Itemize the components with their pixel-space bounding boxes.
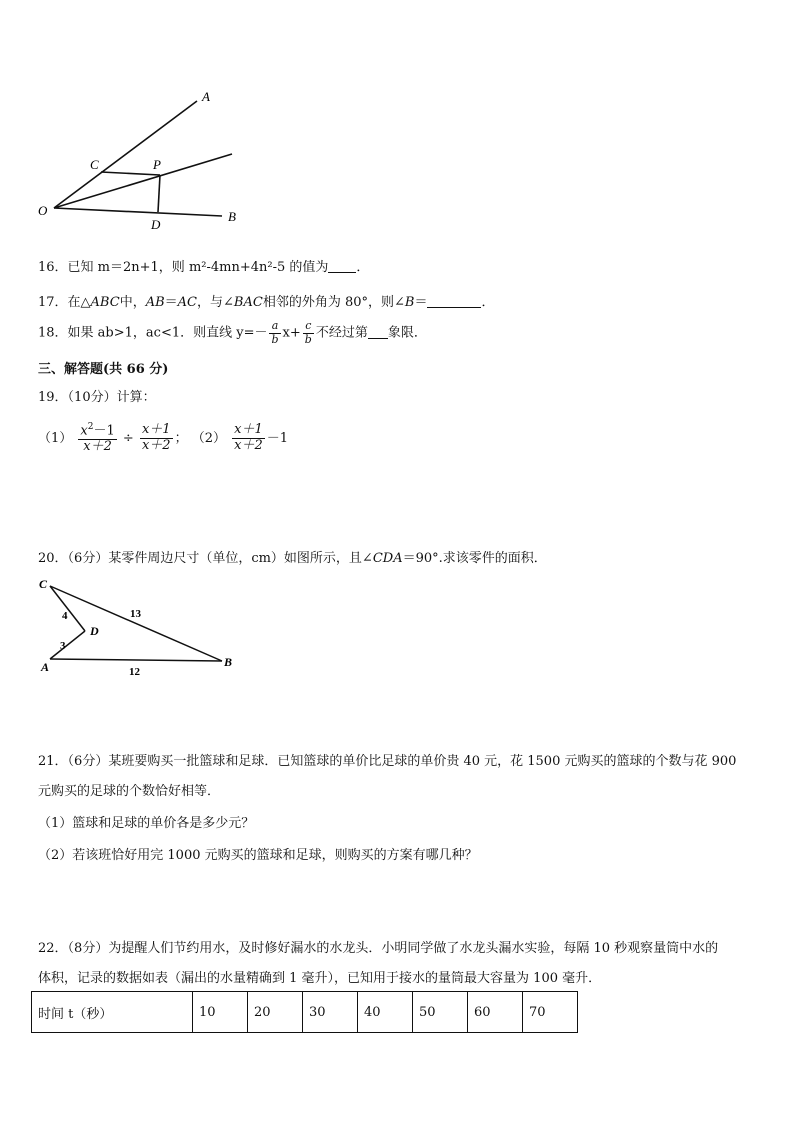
question-21-line-1: 21．（6分）某班要购买一批篮球和足球．已知篮球的单价比足球的单价贵 40 元，花 1500 元购买的篮球的个数与花 900	[38, 754, 737, 769]
q20-text-2: ＝90°.求该零件的面积．	[402, 551, 547, 566]
q17-text-5: ＝	[414, 295, 428, 310]
question-19-expressions	[38, 422, 288, 455]
q17-text-4: 相邻的外角为 80°，则∠	[262, 295, 405, 310]
q17-ac: AC	[177, 295, 198, 310]
label-c: C	[90, 157, 99, 172]
q17-text-1: 17．在△	[38, 295, 91, 310]
q20-angle: CDA	[372, 551, 403, 566]
question-21-sub-2: （2）若该班恰好用完 1000 元购买的篮球和足球，则购买的方案有哪几种？	[38, 848, 478, 863]
angle-figure	[0, 0, 794, 240]
q17-b: B	[404, 295, 415, 310]
q17-text-3: ，与∠	[197, 295, 234, 310]
label-b: B	[228, 209, 236, 224]
table-cell: 70	[523, 992, 578, 1033]
q17-eq: ＝	[164, 295, 178, 310]
label-b: B	[224, 655, 233, 669]
frac-den: x＋2	[83, 439, 112, 455]
divide-sign: ÷	[122, 431, 134, 447]
ray-ob	[54, 208, 222, 216]
frac-den: x＋2	[141, 438, 171, 454]
q17-triangle-name: ABC	[90, 295, 120, 310]
question-19-heading: 19．（10分）计算：	[38, 390, 156, 405]
table-cell: 20	[248, 992, 303, 1033]
segment-cp	[101, 172, 160, 175]
segment-bc	[50, 586, 222, 661]
fraction-a-over-b	[269, 320, 280, 346]
answer-blank	[368, 325, 388, 339]
ray-op	[54, 154, 232, 208]
frac-den: b	[304, 332, 312, 346]
table-cell: 10	[193, 992, 248, 1033]
frac-den: x＋2	[234, 438, 263, 454]
frac-num: a	[269, 320, 280, 334]
question-16-text: 16．已知 m＝2n+1，则 m²-4mn+4n²-5 的值为	[38, 260, 329, 275]
segment-pd	[158, 175, 160, 212]
question-16-end: ．	[356, 260, 370, 275]
fraction-1	[78, 422, 116, 455]
question-21-line-2: 元购买的足球的个数恰好相等．	[38, 784, 221, 799]
table-cell: 50	[413, 992, 468, 1033]
segment-cd	[50, 586, 85, 631]
part-figure	[0, 570, 260, 685]
fraction-c-over-b	[303, 320, 314, 346]
label-a: A	[41, 660, 50, 674]
length-cd: 4	[62, 610, 68, 622]
frac-den: b	[271, 332, 279, 346]
frac-num: c	[303, 320, 314, 334]
frac-num: x＋1	[234, 422, 263, 438]
q17-text-2: 中，	[119, 295, 146, 310]
q17-ab: AB	[145, 295, 165, 310]
table-cell: 40	[358, 992, 413, 1033]
length-bc: 13	[130, 608, 141, 620]
q17-end: ．	[481, 295, 495, 310]
question-20	[38, 547, 547, 566]
frac-num	[78, 422, 116, 440]
q17-bac: BAC	[233, 295, 263, 310]
table-cell: 60	[468, 992, 523, 1033]
section-heading: 三、解答题(共 66 分)	[38, 362, 169, 377]
data-table	[31, 991, 578, 1033]
label-c: C	[39, 577, 48, 591]
question-17	[38, 291, 494, 310]
minus-one: －1	[266, 431, 289, 447]
q18-text-3: 象限．	[387, 325, 427, 341]
length-ab: 12	[129, 666, 140, 678]
answer-blank	[427, 294, 481, 308]
table-header-cell: 时间 t（秒）	[32, 992, 193, 1033]
length-da: 3	[60, 640, 66, 652]
segment-da	[50, 631, 85, 659]
q19-part-1-label: （1）	[38, 431, 73, 447]
ray-oa	[54, 101, 197, 208]
frac-num: x＋1	[141, 422, 171, 438]
q18-x: x+	[282, 325, 301, 341]
semicolon: ；	[174, 431, 188, 447]
label-d: D	[151, 217, 161, 232]
exponent: 2	[87, 422, 94, 432]
segment-ab	[50, 659, 222, 661]
fraction-3	[232, 423, 265, 454]
minus-one: －1	[93, 423, 115, 439]
var-x: x	[80, 423, 88, 439]
q20-text: 20．（6分）某零件周边尺寸（单位，cm）如图所示，且∠	[38, 551, 373, 566]
table-row	[32, 992, 578, 1033]
question-18	[38, 320, 427, 346]
label-a: A	[202, 89, 210, 104]
label-o: O	[38, 203, 48, 218]
fraction-2	[140, 423, 173, 454]
label-p: P	[153, 157, 161, 172]
q19-part-2-label: （2）	[191, 431, 227, 447]
question-22-line-2: 体积，记录的数据如表（漏出的水量精确到 1 毫升），已知用于接水的量筒最大容量为 100 毫升．	[38, 971, 602, 986]
answer-blank	[328, 259, 356, 273]
label-d: D	[90, 624, 99, 638]
table-cell: 30	[303, 992, 358, 1033]
question-16	[38, 256, 369, 275]
q18-text-1: 18．如果 ab>1，ac<1．则直线 y=－	[38, 325, 268, 341]
q18-text-2: 不经过第	[315, 325, 368, 341]
question-21-sub-1: （1）篮球和足球的单价各是多少元？	[38, 816, 255, 831]
question-22-line-1: 22．（8分）为提醒人们节约用水，及时修好漏水的水龙头．小明同学做了水龙头漏水实验，每隔 10 秒观察量筒中水的	[38, 941, 719, 956]
